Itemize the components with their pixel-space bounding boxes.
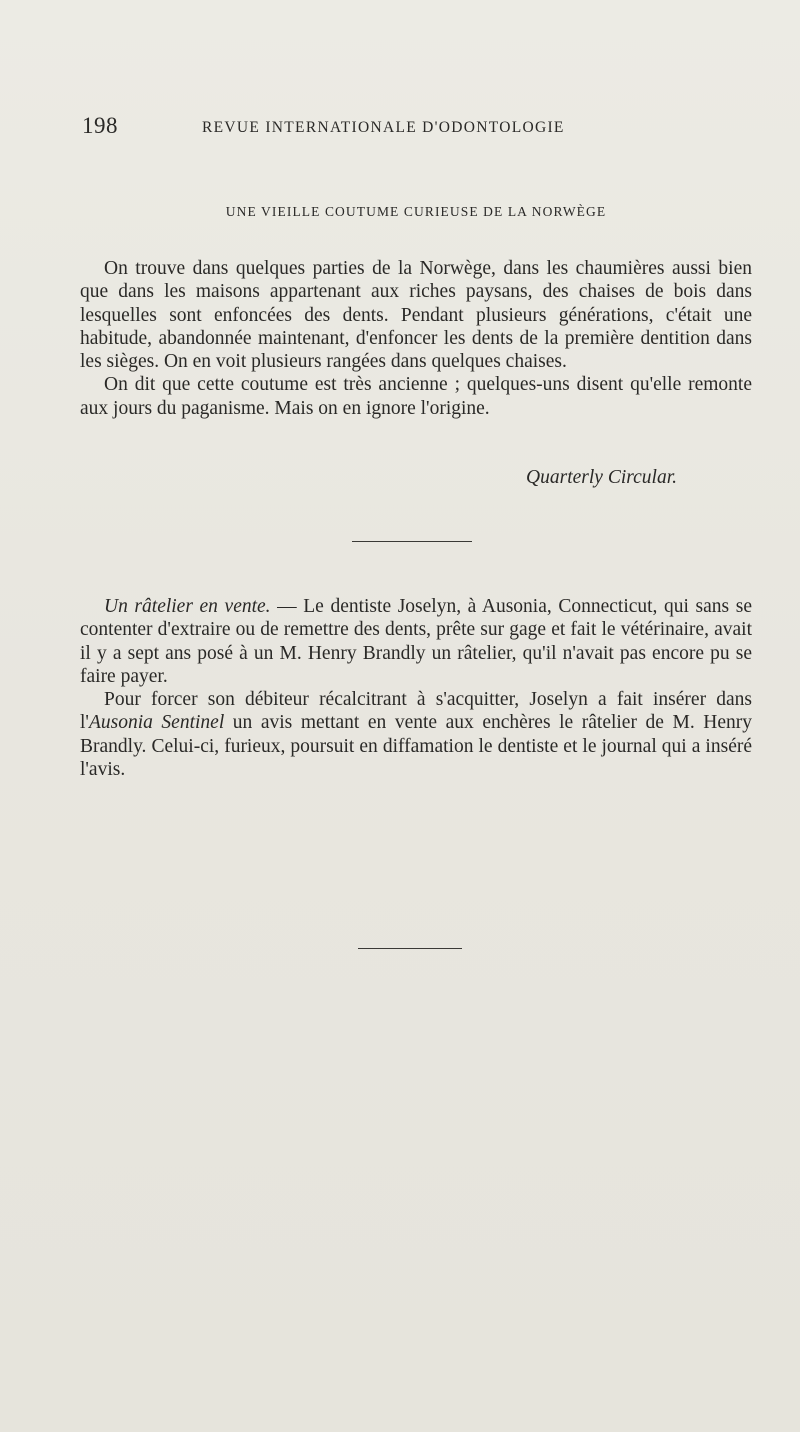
- paragraph: On trouve dans quelques parties de la Norwège, dans les chaumières aussi bien que dans les maisons appartenant aux riches paysans, des chaises de bois dans lesquelles sont enfoncées des dents. Pendant plusieurs générations, c'était une habitude, abandonnée maintenant, d'enfoncer les dents de la première dentition dans les sièges. On en voit plusieurs rangées dans quelques chaises.: [80, 258, 752, 373]
- paragraph: [80, 595, 752, 688]
- running-title: REVUE INTERNATIONALE D'ODONTOLOGIE: [202, 119, 565, 136]
- article-body: [80, 257, 752, 420]
- paragraph: On dit que cette coutume est très ancienne ; quelques-uns disent qu'elle remonte aux jours du paganisme. Mais on en ignore l'origine.: [80, 374, 752, 419]
- article-source: Quarterly Circular.: [526, 467, 677, 488]
- section-divider: [352, 541, 472, 542]
- newspaper-name: Ausonia Sentinel: [88, 712, 225, 734]
- item-heading: Un râtelier en vente.: [104, 596, 271, 617]
- page-header: [82, 113, 722, 143]
- item-text: un avis mettant en vente aux enchères le râtelier de M. Henry Brandly. Celui-ci, furieux, poursuit en diffamation le dentiste et le journal qui a inséré l'avis.: [80, 712, 752, 781]
- page-number: 198: [82, 113, 118, 138]
- article-title: UNE VIEILLE COUTUME CURIEUSE DE LA NORWÈGE: [225, 204, 607, 219]
- end-divider: [358, 948, 462, 949]
- item-text: Pour forcer son débiteur récalcitrant à s'acquitter, Joselyn a fait insérer dans l': [80, 689, 752, 734]
- item-text: — Le dentiste Joselyn, à Ausonia, Connecticut, qui sans se contenter d'extraire ou de remettre des dents, prête sur gage et fait le vétérinaire, avait il y a sept ans posé à un M. Henry Brandly un râtelier, qu'il n'avait pas encore pu se faire payer.: [80, 596, 752, 687]
- news-item: [80, 595, 752, 781]
- paragraph: [80, 688, 752, 781]
